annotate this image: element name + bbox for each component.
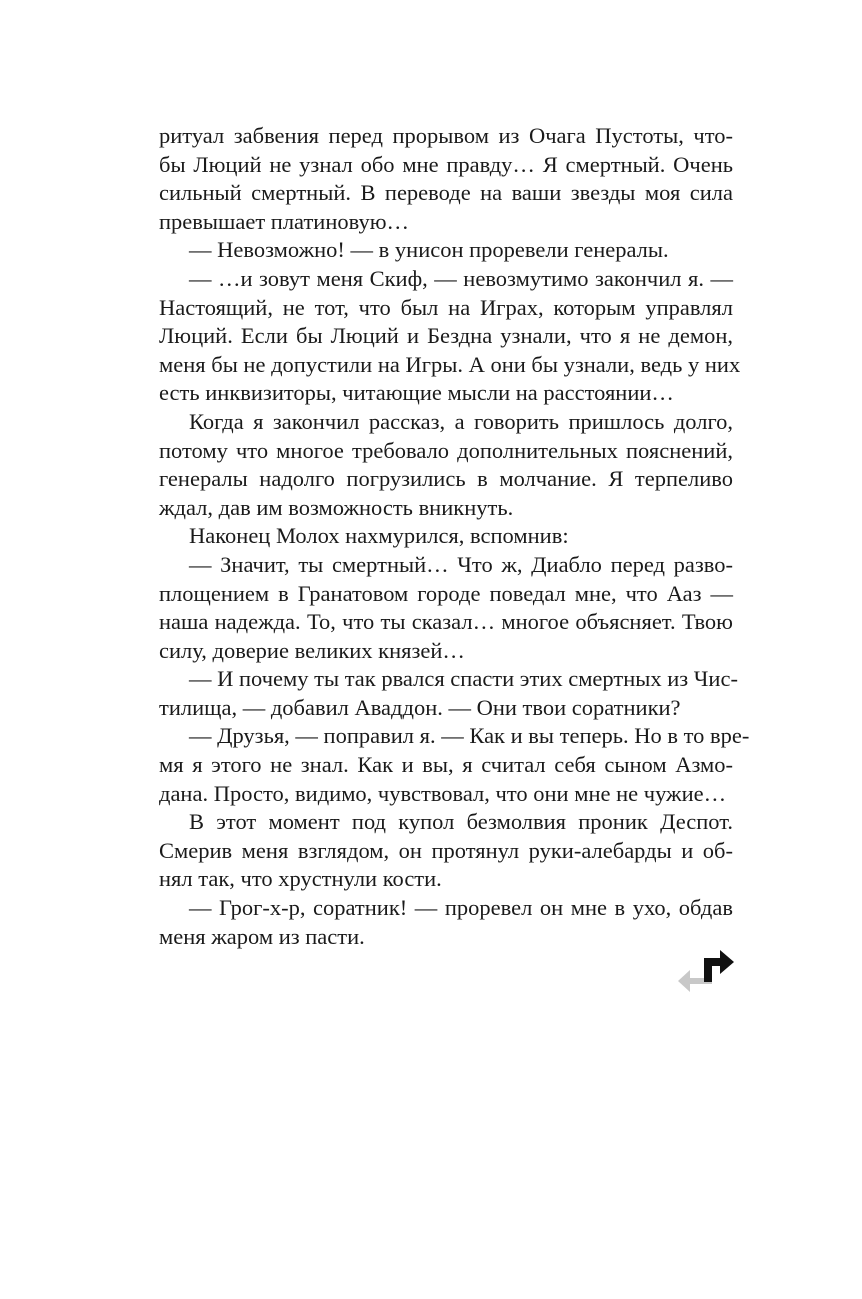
text-line: Люций. Если бы Люций и Бездна узнали, что я не демон, bbox=[159, 323, 733, 349]
text-line: ритуал забвения перед прорывом из Очага Пустоты, что- bbox=[159, 123, 733, 148]
text-line: — Значит, ты смертный… Что ж, Диабло перед разво- bbox=[189, 551, 733, 577]
text-line: генералы надолго погрузились в молчание. Я терпеливо bbox=[159, 466, 733, 492]
text-line: Настоящий, не тот, что был на Играх, которым управлял bbox=[159, 294, 733, 320]
text-line: превышает платиновую… bbox=[159, 208, 410, 234]
page-navigation-icons bbox=[676, 948, 736, 994]
text-line: В этот момент под купол безмолвия проник Деспот. bbox=[189, 809, 733, 835]
text-line: площением в Гранатовом городе поведал мне, что Ааз — bbox=[159, 580, 733, 606]
text-line: мя я этого не знал. Как и вы, я считал себя сыном Азмо- bbox=[159, 752, 733, 778]
text-line: силу, доверие великих князей… bbox=[159, 637, 465, 663]
text-line: — Грог-х-р, соратник! — проревел он мне в ухо, обдав bbox=[189, 895, 733, 921]
text-line: — …и зовут меня Скиф, — невозмутимо закончил я. — bbox=[189, 265, 733, 291]
text-line: меня бы не допустили на Игры. А они бы узнали, ведь у них bbox=[159, 351, 741, 377]
text-line: бы Люций не узнал обо мне правду… Я смертный. Очень bbox=[159, 151, 733, 177]
text-line: Смерив меня взглядом, он протянул руки-алебарды и об- bbox=[159, 837, 733, 863]
text-line: тилища, — добавил Аваддон. — Они твои соратники? bbox=[159, 694, 681, 720]
text-line: — И почему ты так рвался спасти этих смертных из Чис- bbox=[189, 666, 738, 692]
text-line: сильный смертный. В переводе на ваши звезды моя сила bbox=[159, 180, 733, 206]
text-line: Когда я закончил рассказ, а говорить пришлось долго, bbox=[189, 408, 733, 434]
text-line: наша надежда. То, что ты сказал… многое объясняет. Твою bbox=[159, 609, 733, 635]
text-line: есть инквизиторы, читающие мысли на расстоянии… bbox=[159, 380, 674, 406]
text-line: меня жаром из пасти. bbox=[159, 923, 365, 949]
text-line: дана. Просто, видимо, чувствовал, что они мне не чужие… bbox=[159, 780, 727, 806]
text-line: — Друзья, — поправил я. — Как и вы теперь. Но в то вре- bbox=[189, 723, 750, 749]
text-line: — Невозможно! — в унисон проревели генералы. bbox=[189, 237, 669, 263]
page-navigation bbox=[676, 948, 736, 994]
page-text bbox=[159, 122, 750, 951]
text-line: Наконец Молох нахмурился, вспомнив: bbox=[189, 523, 569, 549]
arrow-forward-icon[interactable] bbox=[704, 950, 734, 982]
text-line: нял так, что хрустнули кости. bbox=[159, 866, 442, 892]
text-line: ждал, дав им возможность вникнуть. bbox=[159, 494, 514, 520]
text-line: потому что многое требовало дополнительных пояснений, bbox=[159, 437, 733, 463]
